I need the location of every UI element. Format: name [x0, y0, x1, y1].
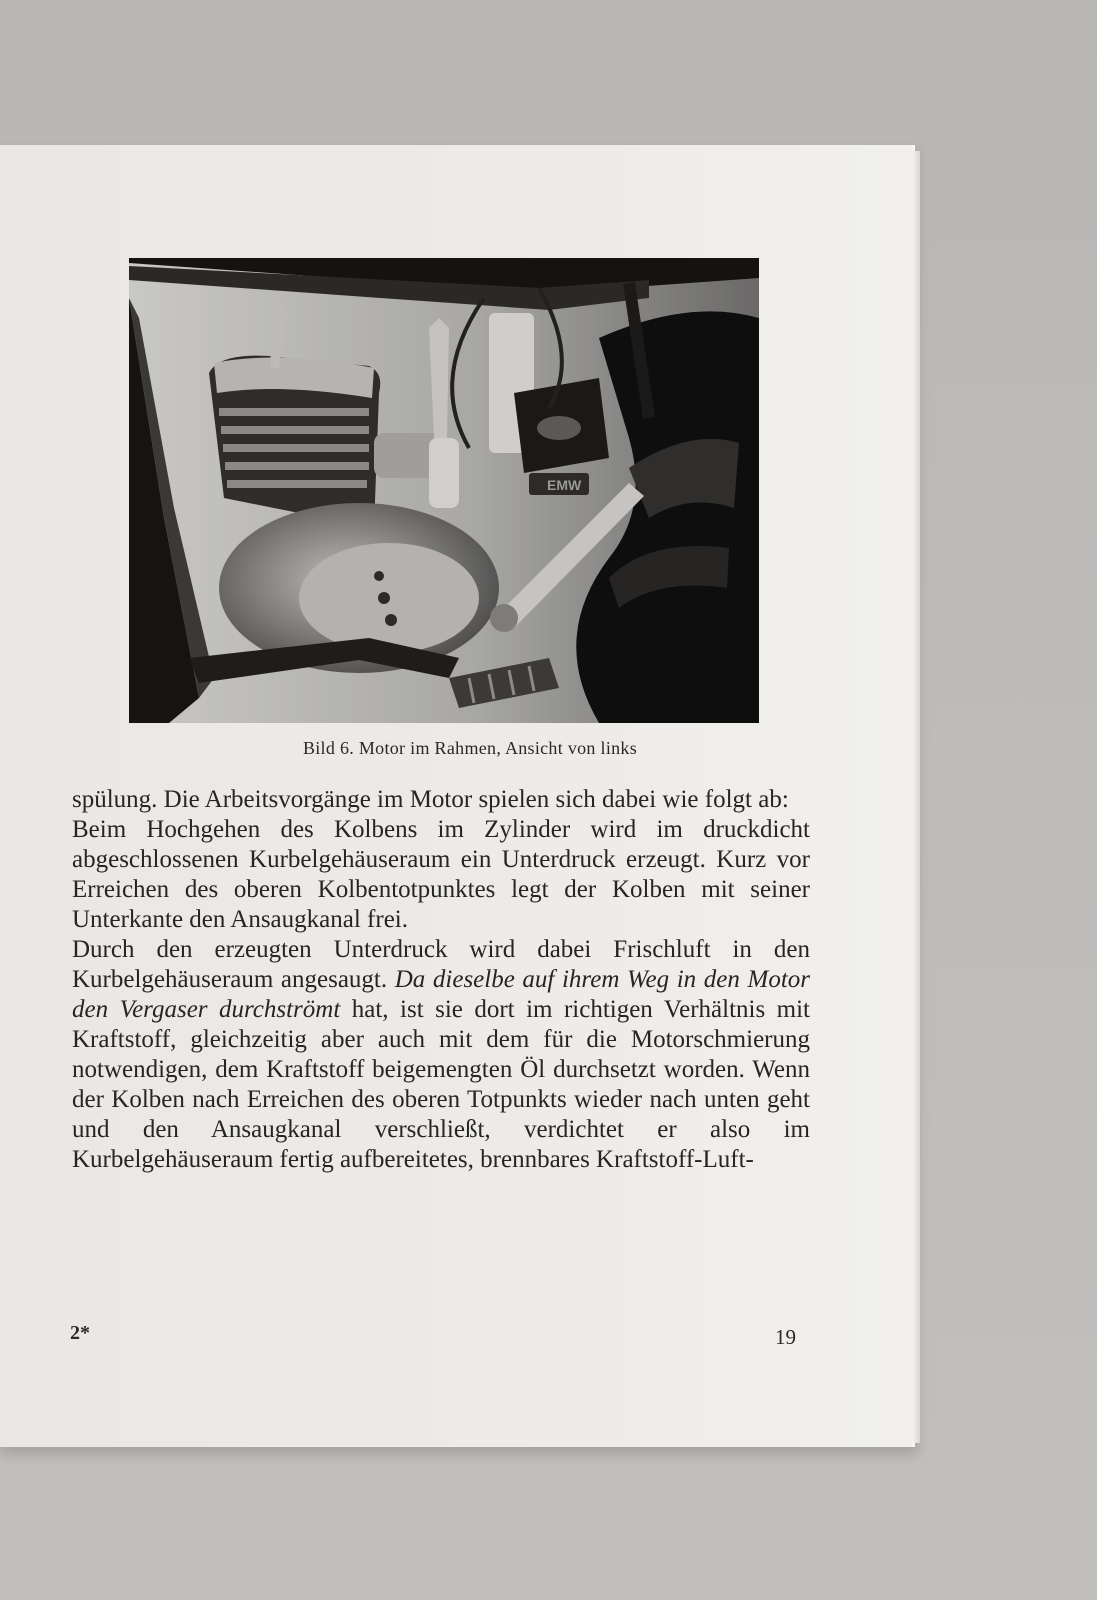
body-text — [72, 785, 810, 1175]
signature-mark: 2* — [70, 1322, 90, 1344]
ignition-logo-text: EMW — [547, 477, 582, 493]
paragraph-2: Beim Hochgehen des Kolbens im Zylinder wird im druckdicht abgeschlossenen Kurbelgehäuseraum ein Unterdruck erzeugt. Kurz vor Erreichen des oberen Kolbentotpunktes legt der Kolben mit seiner Unterkante den Ansaugkanal frei. — [72, 816, 810, 933]
book-page — [0, 145, 915, 1447]
page-number: 19 — [775, 1325, 796, 1349]
paragraph-3-start: Durch den erzeugten Unterdruck wird dabei Frischluft in den Kurbelgehäuseraum angesaugt. — [72, 936, 810, 993]
motorcycle-engine-photo — [129, 258, 759, 723]
page-edge — [912, 151, 920, 1443]
paragraph-3-italic: Da dieselbe auf ihrem Weg in den Motor den Vergaser durchströmt — [72, 966, 810, 1023]
paragraph-1: spülung. Die Arbeitsvorgänge im Motor spielen sich dabei wie folgt ab: — [72, 786, 789, 813]
paragraph-3 — [72, 935, 810, 1175]
paragraph-3-end: hat, ist sie dort im richtigen Verhältnis mit Kraftstoff, gleichzeitig aber auch mit dem für die Motorschmierung notwendigen, dem Kraftstoff beigemengten Öl durchsetzt worden. Wenn der Kolben nach Erreichen des oberen Totpunkts wieder nach unten geht und den Ansaugkanal verschließt, verdichtet er also im Kurbelgehäuseraum fertig aufbereitetes, brennbares Kraftstoff-Luft- — [72, 996, 810, 1173]
figure-caption: Bild 6. Motor im Rahmen, Ansicht von links — [302, 738, 638, 758]
